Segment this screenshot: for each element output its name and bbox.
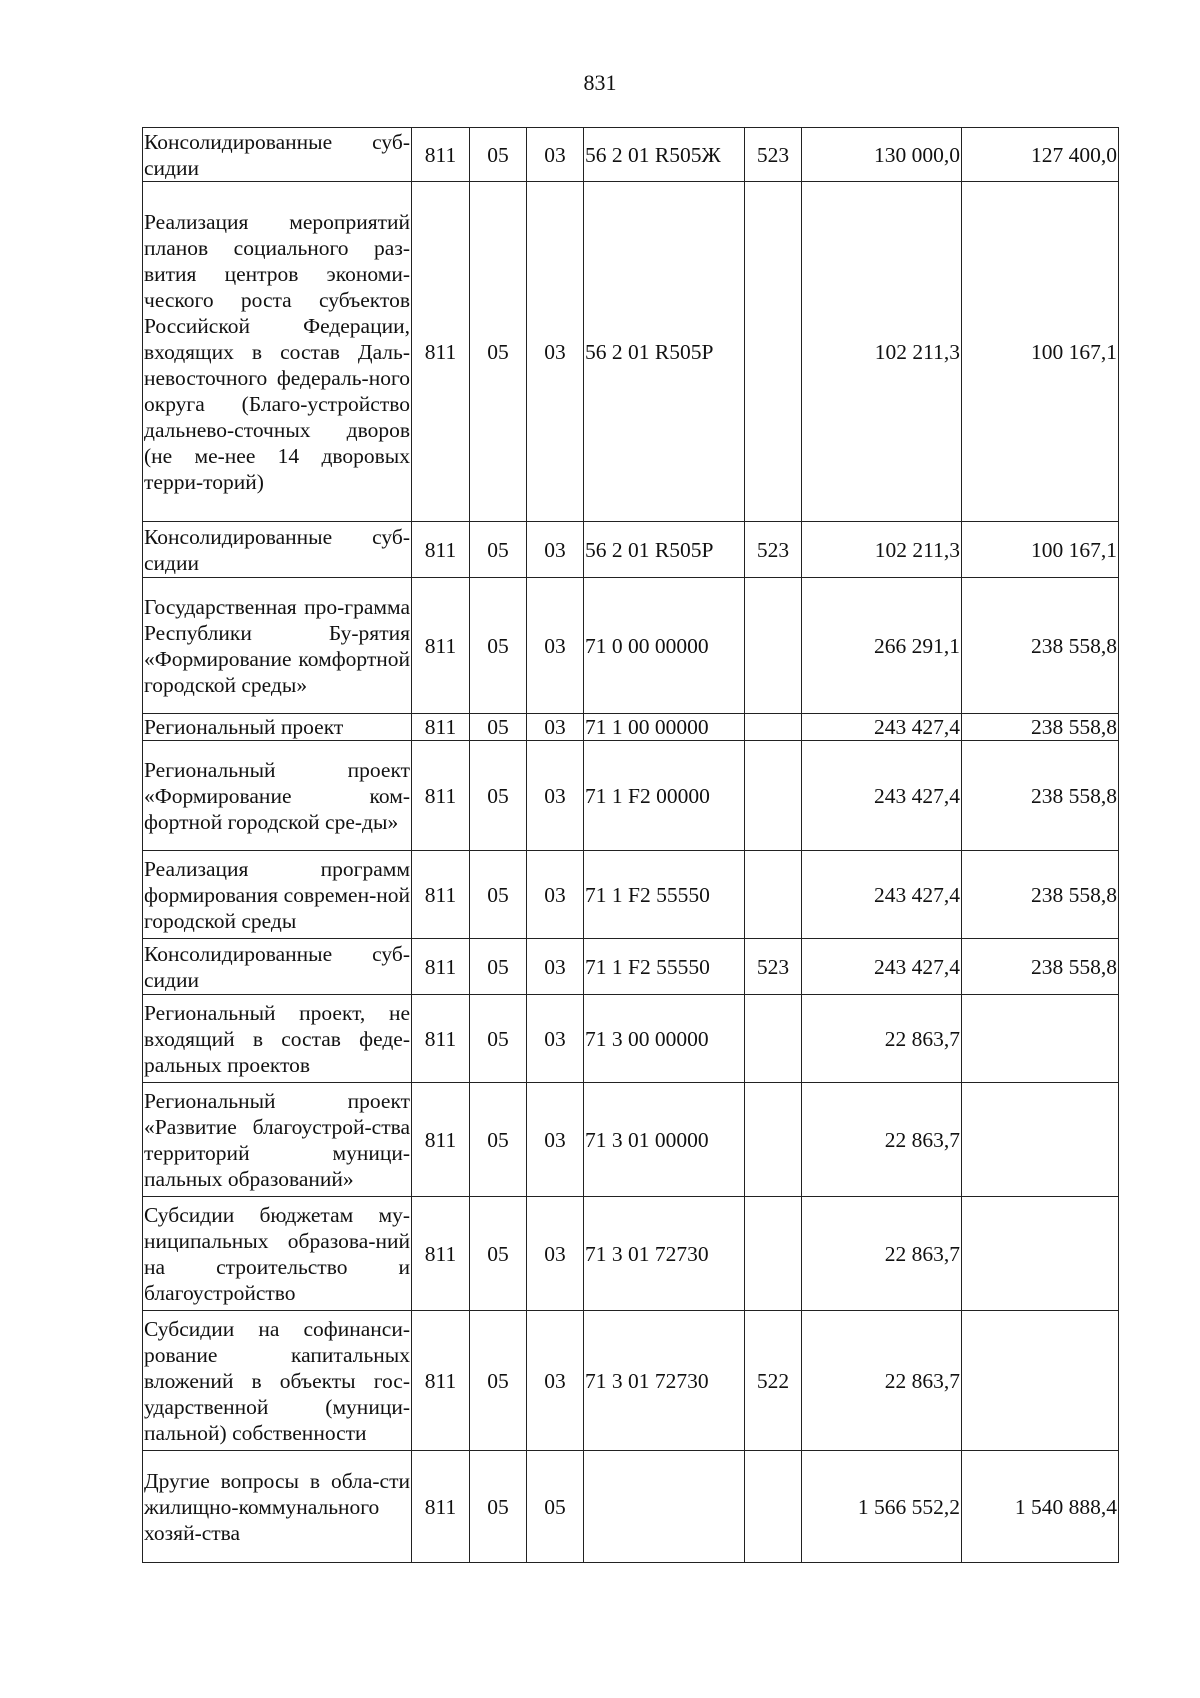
expense-type-code: 522: [745, 1311, 802, 1451]
budget-table: [142, 127, 1119, 1563]
amount-year-2: [962, 1311, 1119, 1451]
section-code: 05: [470, 995, 527, 1083]
amount-year-2: [962, 1197, 1119, 1311]
section-code: 05: [470, 522, 527, 578]
amount-year-2: 238 558,8: [962, 578, 1119, 714]
target-article-code: 71 3 00 00000: [584, 995, 745, 1083]
subsection-code: 03: [527, 182, 584, 522]
table-row: [143, 1083, 1119, 1197]
expense-type-code: [745, 741, 802, 851]
target-article-code: 56 2 01 R505Р: [584, 522, 745, 578]
amount-year-1: 243 427,4: [802, 741, 962, 851]
table-row: [143, 995, 1119, 1083]
row-description: Региональный проект «Развитие благоустрой-ства территорий муници-пальных образований»: [143, 1083, 412, 1197]
table-row: [143, 714, 1119, 741]
expense-type-code: [745, 1451, 802, 1563]
target-article-code: 71 1 00 00000: [584, 714, 745, 741]
row-description: Реализация мероприятий планов социального раз-вития центров экономи-ческого роста субъектов Российской Федерации, входящих в состав Даль-невосточного федераль-ного округа (Благо-устройство дальнево-сточных дворов (не ме-нее 14 дворовых терри-торий): [143, 182, 412, 522]
row-description: Реализация программ формирования современ-ной городской среды: [143, 851, 412, 939]
amount-year-2: 1 540 888,4: [962, 1451, 1119, 1563]
subsection-code: 03: [527, 522, 584, 578]
subsection-code: 03: [527, 1311, 584, 1451]
amount-year-1: 102 211,3: [802, 182, 962, 522]
subsection-code: 03: [527, 995, 584, 1083]
row-description: Региональный проект «Формирование ком-фортной городской сре-ды»: [143, 741, 412, 851]
subsection-code: 03: [527, 714, 584, 741]
ministry-code: 811: [412, 1083, 470, 1197]
target-article-code: 71 3 01 00000: [584, 1083, 745, 1197]
section-code: 05: [470, 1311, 527, 1451]
target-article-code: 71 0 00 00000: [584, 578, 745, 714]
amount-year-1: 22 863,7: [802, 1311, 962, 1451]
target-article-code: 56 2 01 R505Ж: [584, 128, 745, 182]
section-code: 05: [470, 1197, 527, 1311]
subsection-code: 03: [527, 851, 584, 939]
table-row: [143, 851, 1119, 939]
amount-year-2: 238 558,8: [962, 939, 1119, 995]
amount-year-1: 243 427,4: [802, 851, 962, 939]
row-description: Субсидии на софинанси-рование капитальных вложений в объекты гос-ударственной (муници-пальной) собственности: [143, 1311, 412, 1451]
section-code: 05: [470, 939, 527, 995]
expense-type-code: 523: [745, 939, 802, 995]
amount-year-2: 100 167,1: [962, 182, 1119, 522]
target-article-code: 56 2 01 R505Р: [584, 182, 745, 522]
table-row: [143, 182, 1119, 522]
target-article-code: 71 1 F2 55550: [584, 939, 745, 995]
table-row: [143, 741, 1119, 851]
subsection-code: 03: [527, 1197, 584, 1311]
amount-year-1: 102 211,3: [802, 522, 962, 578]
ministry-code: 811: [412, 522, 470, 578]
ministry-code: 811: [412, 851, 470, 939]
section-code: 05: [470, 741, 527, 851]
ministry-code: 811: [412, 939, 470, 995]
target-article-code: 71 3 01 72730: [584, 1311, 745, 1451]
table-row: [143, 578, 1119, 714]
subsection-code: 03: [527, 128, 584, 182]
target-article-code: 71 3 01 72730: [584, 1197, 745, 1311]
expense-type-code: [745, 851, 802, 939]
amount-year-1: 266 291,1: [802, 578, 962, 714]
row-description: Консолидированные суб-сидии: [143, 522, 412, 578]
subsection-code: 03: [527, 578, 584, 714]
expense-type-code: [745, 995, 802, 1083]
ministry-code: 811: [412, 995, 470, 1083]
expense-type-code: [745, 1083, 802, 1197]
target-article-code: 71 1 F2 00000: [584, 741, 745, 851]
row-description: Другие вопросы в обла-сти жилищно-коммунального хозяй-ства: [143, 1451, 412, 1563]
subsection-code: 05: [527, 1451, 584, 1563]
ministry-code: 811: [412, 1197, 470, 1311]
amount-year-1: 22 863,7: [802, 995, 962, 1083]
amount-year-2: 238 558,8: [962, 714, 1119, 741]
amount-year-1: 1 566 552,2: [802, 1451, 962, 1563]
section-code: 05: [470, 128, 527, 182]
expense-type-code: 523: [745, 128, 802, 182]
target-article-code: 71 1 F2 55550: [584, 851, 745, 939]
expense-type-code: [745, 182, 802, 522]
row-description: Региональный проект: [143, 714, 412, 741]
ministry-code: 811: [412, 1311, 470, 1451]
expense-type-code: [745, 578, 802, 714]
subsection-code: 03: [527, 939, 584, 995]
amount-year-2: 127 400,0: [962, 128, 1119, 182]
amount-year-1: 22 863,7: [802, 1083, 962, 1197]
section-code: 05: [470, 851, 527, 939]
ministry-code: 811: [412, 1451, 470, 1563]
row-description: Консолидированные суб-сидии: [143, 939, 412, 995]
expense-type-code: 523: [745, 522, 802, 578]
page-number: 831: [583, 70, 617, 95]
section-code: 05: [470, 1083, 527, 1197]
amount-year-1: 22 863,7: [802, 1197, 962, 1311]
ministry-code: 811: [412, 128, 470, 182]
subsection-code: 03: [527, 741, 584, 851]
row-description: Государственная про-грамма Республики Бу-рятия «Формирование комфортной городской среды»: [143, 578, 412, 714]
amount-year-1: 243 427,4: [802, 939, 962, 995]
section-code: 05: [470, 714, 527, 741]
table-row: [143, 522, 1119, 578]
amount-year-2: 238 558,8: [962, 851, 1119, 939]
table-row: [143, 128, 1119, 182]
ministry-code: 811: [412, 741, 470, 851]
amount-year-1: 130 000,0: [802, 128, 962, 182]
ministry-code: 811: [412, 182, 470, 522]
row-description: Консолидированные суб-сидии: [144, 129, 410, 180]
table-row: [143, 1451, 1119, 1563]
amount-year-2: 100 167,1: [962, 522, 1119, 578]
amount-year-1: 243 427,4: [802, 714, 962, 741]
row-description: Субсидии бюджетам му-ниципальных образова-ний на строительство и благоустройство: [143, 1197, 412, 1311]
table-row: [143, 939, 1119, 995]
table-row: [143, 1197, 1119, 1311]
row-description: Региональный проект, не входящий в состав феде-ральных проектов: [143, 995, 412, 1083]
section-code: 05: [470, 1451, 527, 1563]
section-code: 05: [470, 578, 527, 714]
amount-year-2: [962, 1083, 1119, 1197]
table-row: [143, 1311, 1119, 1451]
expense-type-code: [745, 1197, 802, 1311]
ministry-code: 811: [412, 578, 470, 714]
subsection-code: 03: [527, 1083, 584, 1197]
amount-year-2: 238 558,8: [962, 741, 1119, 851]
section-code: 05: [470, 182, 527, 522]
target-article-code: [584, 1451, 745, 1563]
amount-year-2: [962, 995, 1119, 1083]
ministry-code: 811: [412, 714, 470, 741]
expense-type-code: [745, 714, 802, 741]
